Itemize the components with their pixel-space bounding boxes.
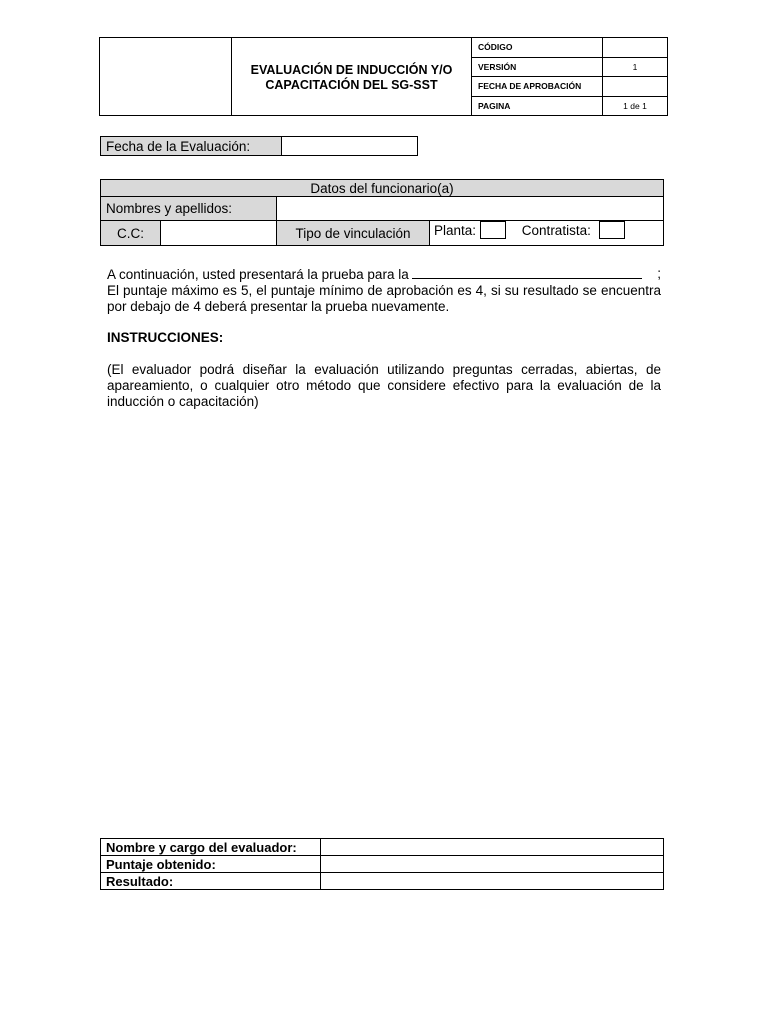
codigo-label: CÓDIGO xyxy=(472,38,603,58)
intro-paragraph xyxy=(107,266,661,315)
cc-field[interactable] xyxy=(161,221,277,246)
intro-end-punct: ; xyxy=(657,266,661,281)
fecha-evaluacion-field[interactable] xyxy=(282,137,418,156)
pagina-label: PAGINA xyxy=(472,96,603,116)
fecha-aprobacion-value xyxy=(603,77,668,97)
tipo-vinculacion-label: Tipo de vinculación xyxy=(277,221,430,246)
intro-line-2: El puntaje máximo es 5, el puntaje mínimo de aprobación es 4, si su resultado se encuentra por debajo de 4 deberá presentar la prueba nuevamente. xyxy=(107,283,661,314)
document-title xyxy=(232,38,472,116)
nombres-field[interactable] xyxy=(277,197,664,221)
datos-funcionario-title: Datos del funcionario(a) xyxy=(101,180,664,197)
puntaje-label: Puntaje obtenido: xyxy=(101,856,321,873)
fecha-aprobacion-label: FECHA DE APROBACIÓN xyxy=(472,77,603,97)
codigo-value xyxy=(603,38,668,58)
fecha-evaluacion-table xyxy=(100,136,418,156)
planta-checkbox[interactable] xyxy=(480,221,506,239)
title-line-2: CAPACITACIÓN DEL SG-SST xyxy=(265,77,438,92)
contratista-label: Contratista: xyxy=(521,223,591,238)
puntaje-field[interactable] xyxy=(321,856,664,873)
cc-label: C.C: xyxy=(101,221,161,246)
planta-label: Planta: xyxy=(434,223,477,238)
tipo-vinculacion-options xyxy=(430,221,664,246)
prueba-blank-line[interactable] xyxy=(412,266,642,279)
version-label: VERSIÓN xyxy=(472,57,603,77)
resultado-label: Resultado: xyxy=(101,873,321,890)
fecha-evaluacion-label: Fecha de la Evaluación: xyxy=(101,137,282,156)
evaluador-table xyxy=(100,838,664,890)
title-line-1: EVALUACIÓN DE INDUCCIÓN Y/O xyxy=(250,62,453,77)
nombres-label: Nombres y apellidos: xyxy=(101,197,277,221)
contratista-checkbox[interactable] xyxy=(599,221,625,239)
evaluador-label: Nombre y cargo del evaluador: xyxy=(101,839,321,856)
resultado-field[interactable] xyxy=(321,873,664,890)
logo-cell xyxy=(100,38,232,116)
document-header-table xyxy=(99,37,668,116)
instrucciones-title: INSTRUCCIONES: xyxy=(107,330,224,345)
version-value: 1 xyxy=(603,57,668,77)
intro-line-1: A continuación, usted presentará la prueba para la xyxy=(107,267,409,282)
datos-funcionario-table xyxy=(100,179,664,246)
pagina-value: 1 de 1 xyxy=(603,96,668,116)
instrucciones-text: (El evaluador podrá diseñar la evaluación utilizando preguntas cerradas, abiertas, de apareamiento, o cualquier otro método que considere efectivo para la evaluación de la inducción o capacitación) xyxy=(107,362,661,409)
evaluador-field[interactable] xyxy=(321,839,664,856)
